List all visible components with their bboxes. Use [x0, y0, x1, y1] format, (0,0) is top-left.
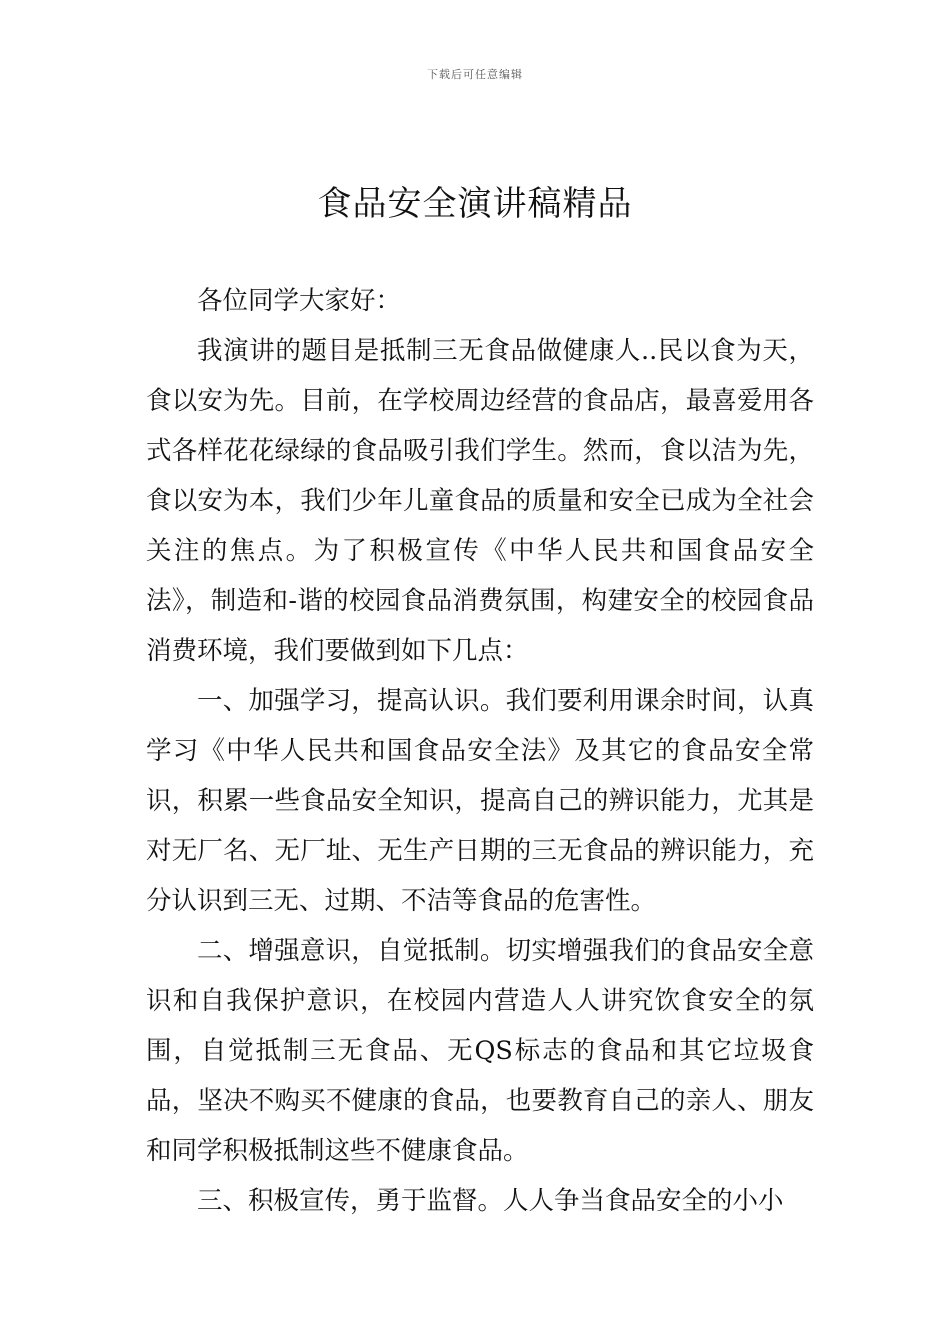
- point-two-paragraph: 二、增强意识，自觉抵制。切实增强我们的食品安全意识和自我保护意识，在校园内营造人人讲究饮食安全的氛围，自觉抵制三无食品、无QS标志的食品和其它垃圾食品，坚决不购买不健康的食品，也要教育自己的亲人、朋友和同学积极抵制这些不健康食品。: [146, 936, 814, 1166]
- document-title: 食品安全演讲稿精品: [317, 184, 633, 224]
- header-note: 下载后可任意编辑: [427, 68, 523, 81]
- point-three-paragraph: 三、积极宣传，勇于监督。人人争当食品安全的小小: [197, 1186, 784, 1216]
- intro-paragraph: 我演讲的题目是抵制三无食品做健康人..民以食为天，食以安为先。目前，在学校周边经营的食品店，最喜爱用各式各样花花绿绿的食品吸引我们学生。然而，食以洁为先，食以安为本，我们少年儿童食品的质量和安全已成为全社会关注的焦点。为了积极宣传《中华人民共和国食品安全法》，制造和-谐的校园食品消费氛围，构建安全的校园食品消费环境，我们要做到如下几点：: [146, 336, 814, 666]
- document-body: [146, 276, 814, 1226]
- greeting-paragraph: 各位同学大家好：: [197, 286, 402, 316]
- point-one-paragraph: 一、加强学习，提高认识。我们要利用课余时间，认真学习《中华人民共和国食品安全法》及其它的食品安全常识，积累一些食品安全知识，提高自己的辨识能力，尤其是对无厂名、无厂址、无生产日期的三无食品的辨识能力，充分认识到三无、过期、不洁等食品的危害性。: [146, 686, 814, 916]
